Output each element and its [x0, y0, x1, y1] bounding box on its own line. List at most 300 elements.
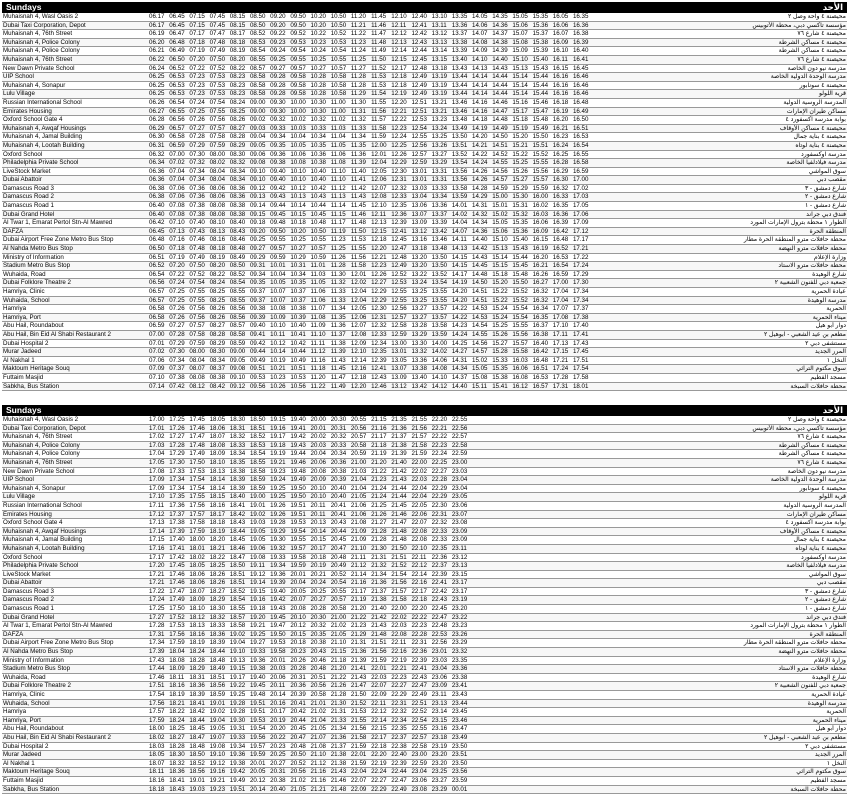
departure-time: 19.58	[289, 553, 309, 562]
departure-time: 11.36	[350, 150, 370, 159]
departure-time: 22.44	[390, 768, 410, 777]
departure-time: 16.51	[572, 124, 592, 133]
departure-time: 23.04	[410, 768, 430, 777]
departure-time: 18.30	[229, 416, 249, 424]
departure-time: 21.10	[350, 544, 370, 553]
departure-time: 06.25	[148, 73, 168, 82]
departure-time: 21.59	[350, 742, 370, 751]
stop-name-en: Dubai Abattoir	[2, 176, 148, 185]
spacer	[471, 622, 712, 631]
departure-time: 13.55	[431, 296, 451, 305]
departure-time: 13.46	[451, 98, 471, 107]
departure-time: 21.43	[350, 673, 370, 682]
stop-name-en: Muhaisnah 4, Wasl Oasis 2	[2, 13, 148, 21]
spacer	[471, 587, 712, 596]
departure-time: 21.30	[330, 699, 350, 708]
spacer	[592, 262, 712, 271]
table-row	[2, 562, 847, 571]
departure-time: 09.45	[269, 210, 289, 219]
departure-time: 22.56	[451, 424, 471, 433]
departure-time: 11.36	[330, 322, 350, 331]
departure-time: 18.05	[209, 416, 229, 424]
table-row	[2, 725, 847, 734]
departure-time: 20.45	[289, 725, 309, 734]
stop-name-ar: مؤسسة تاكسي دبي، محطة الأتوبيس	[712, 21, 847, 30]
departure-time: 18.22	[209, 553, 229, 562]
departure-time: 16.39	[572, 38, 592, 47]
spacer	[471, 716, 712, 725]
departure-time: 21.22	[330, 673, 350, 682]
departure-time: 13.03	[410, 184, 430, 193]
table-row	[2, 622, 847, 631]
departure-time: 07.59	[188, 339, 208, 348]
departure-time: 20.00	[310, 416, 330, 424]
departure-time: 11.03	[310, 270, 330, 279]
departure-time: 17.30	[168, 458, 188, 467]
stop-name-ar: محيصنة ٤ شارع ٧٦	[712, 433, 847, 442]
departure-time: 18.04	[168, 648, 188, 657]
table-row	[2, 433, 847, 442]
departure-time: 07.57	[188, 322, 208, 331]
table-row	[2, 227, 847, 236]
spacer	[471, 450, 712, 459]
departure-time: 19.36	[249, 656, 269, 665]
departure-time: 10.30	[310, 98, 330, 107]
departure-time: 14.29	[471, 193, 491, 202]
departure-time: 15.35	[491, 365, 511, 374]
departure-time: 13.50	[451, 133, 471, 142]
departure-time: 21.31	[350, 639, 370, 648]
spacer	[471, 751, 712, 760]
stop-name-ar: محيصنة ٤ سونابور	[712, 484, 847, 493]
departure-time: 08.18	[209, 245, 229, 254]
departure-time: 13.13	[431, 38, 451, 47]
departure-time: 06.38	[148, 184, 168, 193]
departure-time: 17.14	[148, 527, 168, 536]
departure-time: 18.59	[249, 476, 269, 485]
table-row	[2, 630, 847, 639]
departure-time: 13.21	[431, 107, 451, 116]
spacer	[592, 339, 712, 348]
departure-time: 09.23	[269, 38, 289, 47]
departure-time: 12.09	[350, 339, 370, 348]
departure-time: 22.54	[410, 716, 430, 725]
departure-time: 23.04	[451, 484, 471, 493]
spacer	[592, 322, 712, 331]
departure-time: 12.45	[390, 236, 410, 245]
spacer	[592, 245, 712, 254]
departure-time: 12.41	[390, 227, 410, 236]
departure-time: 12.56	[410, 141, 430, 150]
departure-time: 19.36	[269, 570, 289, 579]
departure-time: 13.26	[431, 141, 451, 150]
table-row	[2, 236, 847, 245]
stop-name-ar: الطوار ١ محطة بترول الإمارات المورد	[712, 219, 847, 228]
table-row	[2, 202, 847, 211]
departure-time: 08.55	[229, 296, 249, 305]
departure-time: 21.51	[390, 553, 410, 562]
table-row	[2, 21, 847, 30]
departure-time: 19.40	[269, 587, 289, 596]
departure-time: 19.25	[249, 630, 269, 639]
departure-time: 20.21	[310, 570, 330, 579]
departure-time: 14.24	[451, 330, 471, 339]
departure-time: 17.03	[148, 441, 168, 450]
departure-time: 17.48	[188, 441, 208, 450]
departure-time: 14.22	[451, 313, 471, 322]
spacer	[592, 55, 712, 64]
departure-time: 06.21	[148, 47, 168, 56]
stop-name-en: DAFZA	[2, 630, 148, 639]
departure-time: 10.29	[289, 253, 309, 262]
departure-time: 23.03	[431, 656, 451, 665]
departure-time: 10.04	[289, 133, 309, 142]
spacer	[471, 579, 712, 588]
departure-time: 13.01	[390, 348, 410, 357]
departure-time: 18.00	[148, 725, 168, 734]
departure-time: 11.10	[330, 167, 350, 176]
departure-time: 12.49	[410, 73, 430, 82]
departure-time: 20.47	[330, 544, 350, 553]
departure-time: 22.00	[390, 605, 410, 614]
stop-name-en: Emirates Housing	[2, 107, 148, 116]
departure-time: 20.25	[310, 587, 330, 596]
departure-time: 15.11	[471, 382, 491, 391]
departure-time: 21.58	[410, 441, 430, 450]
table-row	[2, 81, 847, 90]
departure-time: 06.53	[168, 73, 188, 82]
departure-time: 19.21	[209, 776, 229, 785]
departure-time: 12.33	[390, 193, 410, 202]
departure-time: 07.47	[209, 30, 229, 39]
departure-time: 16.08	[511, 373, 531, 382]
departure-time: 13.24	[410, 279, 430, 288]
departure-time: 14.52	[491, 150, 511, 159]
departure-time: 09.00	[249, 107, 269, 116]
departure-time: 17.50	[168, 605, 188, 614]
stop-name-ar: وزارة الإعلام	[712, 253, 847, 262]
departure-time: 16.38	[572, 30, 592, 39]
departure-time: 17.38	[572, 313, 592, 322]
departure-time: 10.53	[289, 373, 309, 382]
departure-time: 17.46	[168, 579, 188, 588]
departure-time: 21.47	[350, 682, 370, 691]
stop-name-en: LiveStock Market	[2, 570, 148, 579]
stop-name-en: Muhaisnah 4, Jamal Building	[2, 133, 148, 142]
table-row	[2, 193, 847, 202]
departure-time: 19.13	[229, 656, 249, 665]
departure-time: 16.16	[552, 90, 572, 99]
departure-time: 21.59	[350, 759, 370, 768]
departure-time: 15.44	[532, 81, 552, 90]
stop-name-ar: جمعية دبي للفنون الشعبية ٢	[712, 279, 847, 288]
departure-time: 07.45	[209, 21, 229, 30]
departure-time: 15.24	[491, 313, 511, 322]
departure-time: 17.17	[148, 553, 168, 562]
departure-time: 15.52	[532, 150, 552, 159]
departure-time: 20.27	[269, 759, 289, 768]
departure-time: 20.07	[289, 596, 309, 605]
departure-time: 11.33	[330, 288, 350, 297]
departure-time: 12.06	[350, 313, 370, 322]
departure-time: 18.30	[168, 751, 188, 760]
departure-time: 14.22	[471, 150, 491, 159]
departure-time: 23.50	[451, 759, 471, 768]
departure-time: 14.24	[471, 159, 491, 168]
departure-time: 12.59	[410, 159, 430, 168]
departure-time: 16.06	[552, 21, 572, 30]
table-row	[2, 527, 847, 536]
departure-time: 11.08	[330, 159, 350, 168]
departure-time: 08.56	[229, 305, 249, 314]
departure-time: 16.53	[552, 253, 572, 262]
departure-time: 12.48	[390, 253, 410, 262]
section-title-en: Sundays	[6, 2, 42, 12]
spacer	[471, 441, 712, 450]
departure-time: 22.31	[390, 699, 410, 708]
spacer	[592, 356, 712, 365]
departure-time: 11.06	[330, 150, 350, 159]
departure-time: 23.08	[410, 785, 430, 794]
departure-time: 22.03	[370, 673, 390, 682]
departure-time: 17.41	[572, 330, 592, 339]
departure-time: 11.34	[330, 305, 350, 314]
departure-time: 10.14	[269, 348, 289, 357]
departure-time: 14.53	[471, 313, 491, 322]
departure-time: 13.33	[431, 184, 451, 193]
departure-time: 22.55	[410, 725, 430, 734]
stop-name-ar: مدرسة فيلادلفيا الخاصة	[712, 159, 847, 168]
departure-time: 08.19	[209, 253, 229, 262]
departure-time: 17.11	[148, 501, 168, 510]
departure-time: 19.44	[289, 450, 309, 459]
departure-time: 18.15	[209, 493, 229, 502]
spacer	[471, 691, 712, 700]
section-header-1	[2, 2, 847, 13]
departure-time: 12.16	[350, 365, 370, 374]
stop-name-ar: سوق المواشي	[712, 570, 847, 579]
departure-time: 09.28	[269, 90, 289, 99]
departure-time: 17.37	[572, 305, 592, 314]
departure-time: 15.28	[491, 348, 511, 357]
departure-time: 20.14	[269, 691, 289, 700]
departure-time: 17.26	[168, 424, 188, 433]
departure-time: 12.30	[370, 305, 390, 314]
departure-time: 18.55	[229, 605, 249, 614]
departure-time: 13.07	[390, 365, 410, 374]
departure-time: 19.10	[229, 648, 249, 657]
stop-name-ar: المنطقة الحرة	[712, 630, 847, 639]
departure-time: 20.13	[310, 519, 330, 528]
departure-time: 21.18	[330, 656, 350, 665]
departure-time: 19.30	[269, 536, 289, 545]
departure-time: 16.52	[552, 245, 572, 254]
departure-time: 16.09	[532, 227, 552, 236]
departure-time: 21.10	[310, 751, 330, 760]
departure-time: 22.11	[370, 699, 390, 708]
departure-time: 07.00	[168, 150, 188, 159]
departure-time: 21.05	[289, 785, 309, 794]
departure-time: 23.25	[431, 768, 451, 777]
table-row	[2, 639, 847, 648]
departure-time: 12.21	[370, 253, 390, 262]
spacer	[592, 373, 712, 382]
departure-time: 14.28	[471, 184, 491, 193]
departure-time: 12.49	[390, 262, 410, 271]
departure-time: 10.30	[310, 107, 330, 116]
departure-time: 11.33	[350, 124, 370, 133]
stop-name-en: Murar Jadeed	[2, 751, 148, 760]
departure-time: 19.23	[209, 785, 229, 794]
departure-time: 13.48	[431, 245, 451, 254]
spacer	[471, 570, 712, 579]
departure-time: 20.51	[310, 673, 330, 682]
departure-time: 16.46	[572, 81, 592, 90]
departure-time: 19.34	[229, 742, 249, 751]
departure-time: 21.26	[330, 682, 350, 691]
table-row	[2, 605, 847, 614]
departure-time: 14.37	[451, 373, 471, 382]
table-row	[2, 141, 847, 150]
departure-time: 08.24	[229, 98, 249, 107]
departure-time: 10.19	[269, 356, 289, 365]
departure-time: 21.10	[330, 639, 350, 648]
departure-time: 17.24	[552, 365, 572, 374]
departure-time: 12.53	[410, 116, 430, 125]
departure-time: 18.00	[188, 536, 208, 545]
departure-time: 18.45	[188, 725, 208, 734]
departure-time: 15.59	[532, 184, 552, 193]
departure-time: 09.37	[249, 296, 269, 305]
departure-time: 21.39	[390, 450, 410, 459]
departure-time: 18.32	[168, 759, 188, 768]
departure-time: 11.04	[330, 133, 350, 142]
departure-time: 14.02	[431, 348, 451, 357]
departure-time: 20.20	[269, 725, 289, 734]
departure-time: 19.59	[249, 751, 269, 760]
departure-time: 13.01	[410, 167, 430, 176]
departure-time: 13.31	[431, 167, 451, 176]
departure-time: 12.18	[350, 373, 370, 382]
departure-time: 07.23	[188, 90, 208, 99]
departure-time: 07.25	[168, 288, 188, 297]
departure-time: 19.54	[289, 527, 309, 536]
departure-time: 15.22	[491, 288, 511, 297]
departure-time: 21.01	[310, 699, 330, 708]
stop-name-en: Oxford School Gate 4	[2, 519, 148, 528]
departure-time: 23.05	[451, 493, 471, 502]
departure-time: 09.35	[249, 279, 269, 288]
departure-time: 22.10	[410, 544, 430, 553]
spacer	[592, 305, 712, 314]
departure-time: 16.20	[532, 253, 552, 262]
departure-time: 22.33	[431, 536, 451, 545]
departure-time: 10.31	[289, 262, 309, 271]
departure-time: 15.20	[511, 133, 531, 142]
departure-time: 21.51	[370, 639, 390, 648]
departure-time: 21.44	[390, 493, 410, 502]
departure-time: 14.35	[491, 13, 511, 21]
departure-time: 19.26	[269, 501, 289, 510]
departure-time: 17.54	[572, 365, 592, 374]
departure-time: 22.32	[390, 708, 410, 717]
departure-time: 23.44	[451, 699, 471, 708]
departure-time: 22.37	[390, 733, 410, 742]
departure-time: 23.26	[451, 630, 471, 639]
departure-time: 17.09	[148, 484, 168, 493]
table-row	[2, 296, 847, 305]
departure-time: 08.02	[209, 159, 229, 168]
departure-time: 16.34	[532, 305, 552, 314]
departure-time: 12.40	[410, 13, 430, 21]
departure-time: 11.55	[350, 245, 370, 254]
table-row	[2, 416, 847, 424]
table-row	[2, 253, 847, 262]
departure-time: 15.00	[491, 193, 511, 202]
departure-time: 13.31	[431, 176, 451, 185]
stop-name-en: Al Nahda Metro Bus Stop	[2, 648, 148, 657]
departure-time: 22.47	[390, 776, 410, 785]
departure-time: 12.56	[390, 305, 410, 314]
spacer	[592, 141, 712, 150]
departure-time: 18.18	[209, 519, 229, 528]
departure-time: 11.38	[330, 339, 350, 348]
departure-time: 12.18	[390, 81, 410, 90]
stop-name-ar: محيصنة ٤ شارع ٧٦	[712, 55, 847, 64]
departure-time: 21.29	[350, 630, 370, 639]
table-row	[2, 245, 847, 254]
stop-name-ar: جمعية دبي للفنون الشعبية ٢	[712, 682, 847, 691]
departure-time: 20.39	[330, 476, 350, 485]
departure-time: 15.39	[532, 47, 552, 56]
departure-time: 07.23	[188, 73, 208, 82]
departure-time: 11.58	[370, 124, 390, 133]
departure-time: 18.16	[188, 630, 208, 639]
spacer	[592, 227, 712, 236]
departure-time: 16.46	[572, 73, 592, 82]
departure-time: 19.03	[188, 785, 208, 794]
departure-time: 14.01	[451, 202, 471, 211]
departure-time: 23.22	[451, 613, 471, 622]
departure-time: 07.20	[188, 55, 208, 64]
departure-time: 11.28	[350, 73, 370, 82]
departure-time: 07.29	[168, 339, 188, 348]
departure-time: 13.12	[431, 30, 451, 39]
departure-time: 15.37	[532, 30, 552, 39]
departure-time: 11.05	[330, 141, 350, 150]
departure-time: 11.56	[350, 253, 370, 262]
departure-time: 13.12	[390, 382, 410, 391]
departure-time: 08.54	[249, 47, 269, 56]
departure-time: 12.07	[350, 322, 370, 331]
departure-time: 06.48	[148, 236, 168, 245]
table-row	[2, 501, 847, 510]
departure-time: 15.13	[511, 64, 531, 73]
departure-time: 14.48	[471, 270, 491, 279]
departure-time: 09.20	[269, 13, 289, 21]
departure-time: 18.52	[229, 587, 249, 596]
stop-name-en: Damascus Road 1	[2, 605, 148, 614]
departure-time: 15.35	[532, 13, 552, 21]
departure-time: 10.48	[310, 219, 330, 228]
departure-time: 20.24	[310, 579, 330, 588]
departure-time: 21.43	[370, 622, 390, 631]
departure-time: 11.30	[330, 270, 350, 279]
departure-time: 11.28	[350, 81, 370, 90]
departure-time: 12.35	[370, 348, 390, 357]
departure-time: 15.31	[511, 202, 531, 211]
departure-time: 18.13	[209, 467, 229, 476]
